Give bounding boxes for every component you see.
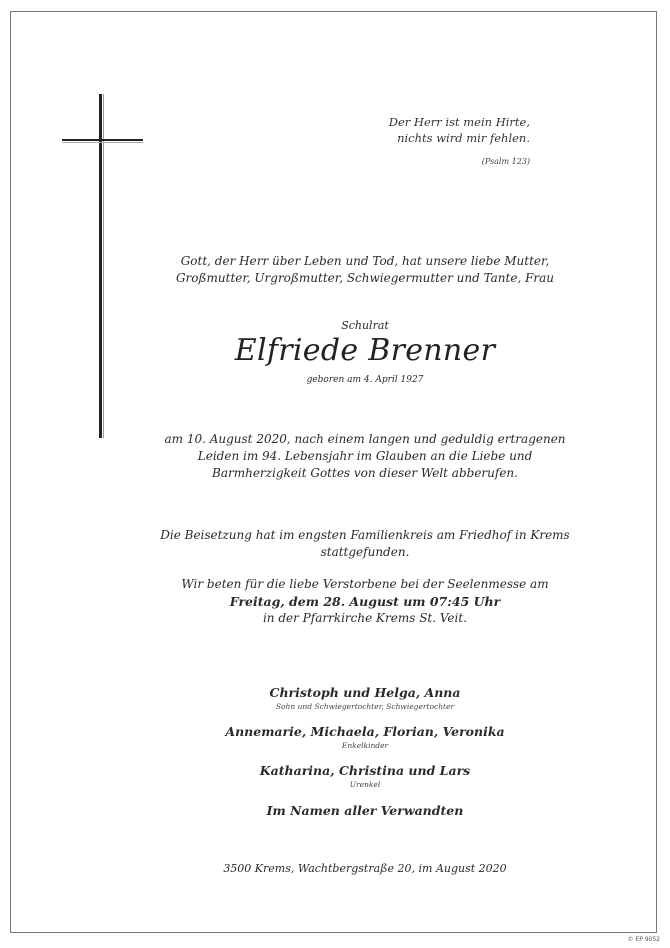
mass-text: [150, 576, 580, 627]
family-names-2: Annemarie, Michaela, Florian, Veronika: [225, 724, 505, 739]
birth-date: geboren am 4. April 1927: [306, 375, 424, 385]
cross-horizontal-beam: [62, 139, 143, 141]
cross-vertical-beam: [99, 94, 102, 438]
closing-line: Im Namen aller Verwandten: [266, 803, 464, 818]
verse-line-1: Der Herr ist mein Hirte,: [388, 115, 530, 129]
family-relation-3: Urenkel: [349, 780, 381, 789]
intro-text: [150, 253, 580, 287]
verse-line-2: nichts wird mir fehlen.: [397, 131, 530, 145]
family-names-1: Christoph und Helga, Anna: [269, 685, 461, 700]
family-relation-2: Enkelkinder: [341, 741, 389, 750]
burial-line-2: stattgefunden.: [320, 545, 410, 559]
death-line-3: Barmherzigkeit Gottes von dieser Welt abberufen.: [212, 466, 518, 480]
address-line: 3500 Krems, Wachtbergstraße 20, im August 2020: [223, 862, 507, 875]
death-line-2: Leiden im 94. Lebensjahr im Glauben an die Liebe und: [197, 449, 533, 463]
burial-line-1: Die Beisetzung hat im engsten Familienkreis am Friedhof in Krems: [160, 528, 570, 542]
deceased-name: Elfriede Brenner: [234, 333, 496, 368]
bible-verse: [380, 114, 530, 146]
death-notice-text: [150, 431, 580, 482]
family-relation-1: Sohn und Schwiegertochter, Schwiegertochter: [275, 702, 455, 711]
intro-line-2: Großmutter, Urgroßmutter, Schwiegermutter und Tante, Frau: [175, 271, 555, 285]
family-names-3: Katharina, Christina und Lars: [259, 763, 471, 778]
death-line-1: am 10. August 2020, nach einem langen und geduldig ertragenen: [164, 432, 566, 446]
cross-vertical-shadow: [103, 94, 104, 438]
mass-line-3: in der Pfarrkirche Krems St. Veit.: [262, 611, 468, 625]
intro-line-1: Gott, der Herr über Leben und Tod, hat unsere liebe Mutter,: [180, 254, 550, 268]
cross-horizontal-shadow: [62, 142, 143, 143]
deceased-title: Schulrat: [341, 319, 389, 332]
copyright-note: © EP 9052: [627, 936, 660, 943]
mass-line-1: Wir beten für die liebe Verstorbene bei der Seelenmesse am: [181, 577, 549, 591]
mass-date: Freitag, dem 28. August um 07:45 Uhr: [229, 594, 501, 609]
verse-source: (Psalm 123): [481, 157, 530, 166]
burial-text: [150, 527, 580, 561]
